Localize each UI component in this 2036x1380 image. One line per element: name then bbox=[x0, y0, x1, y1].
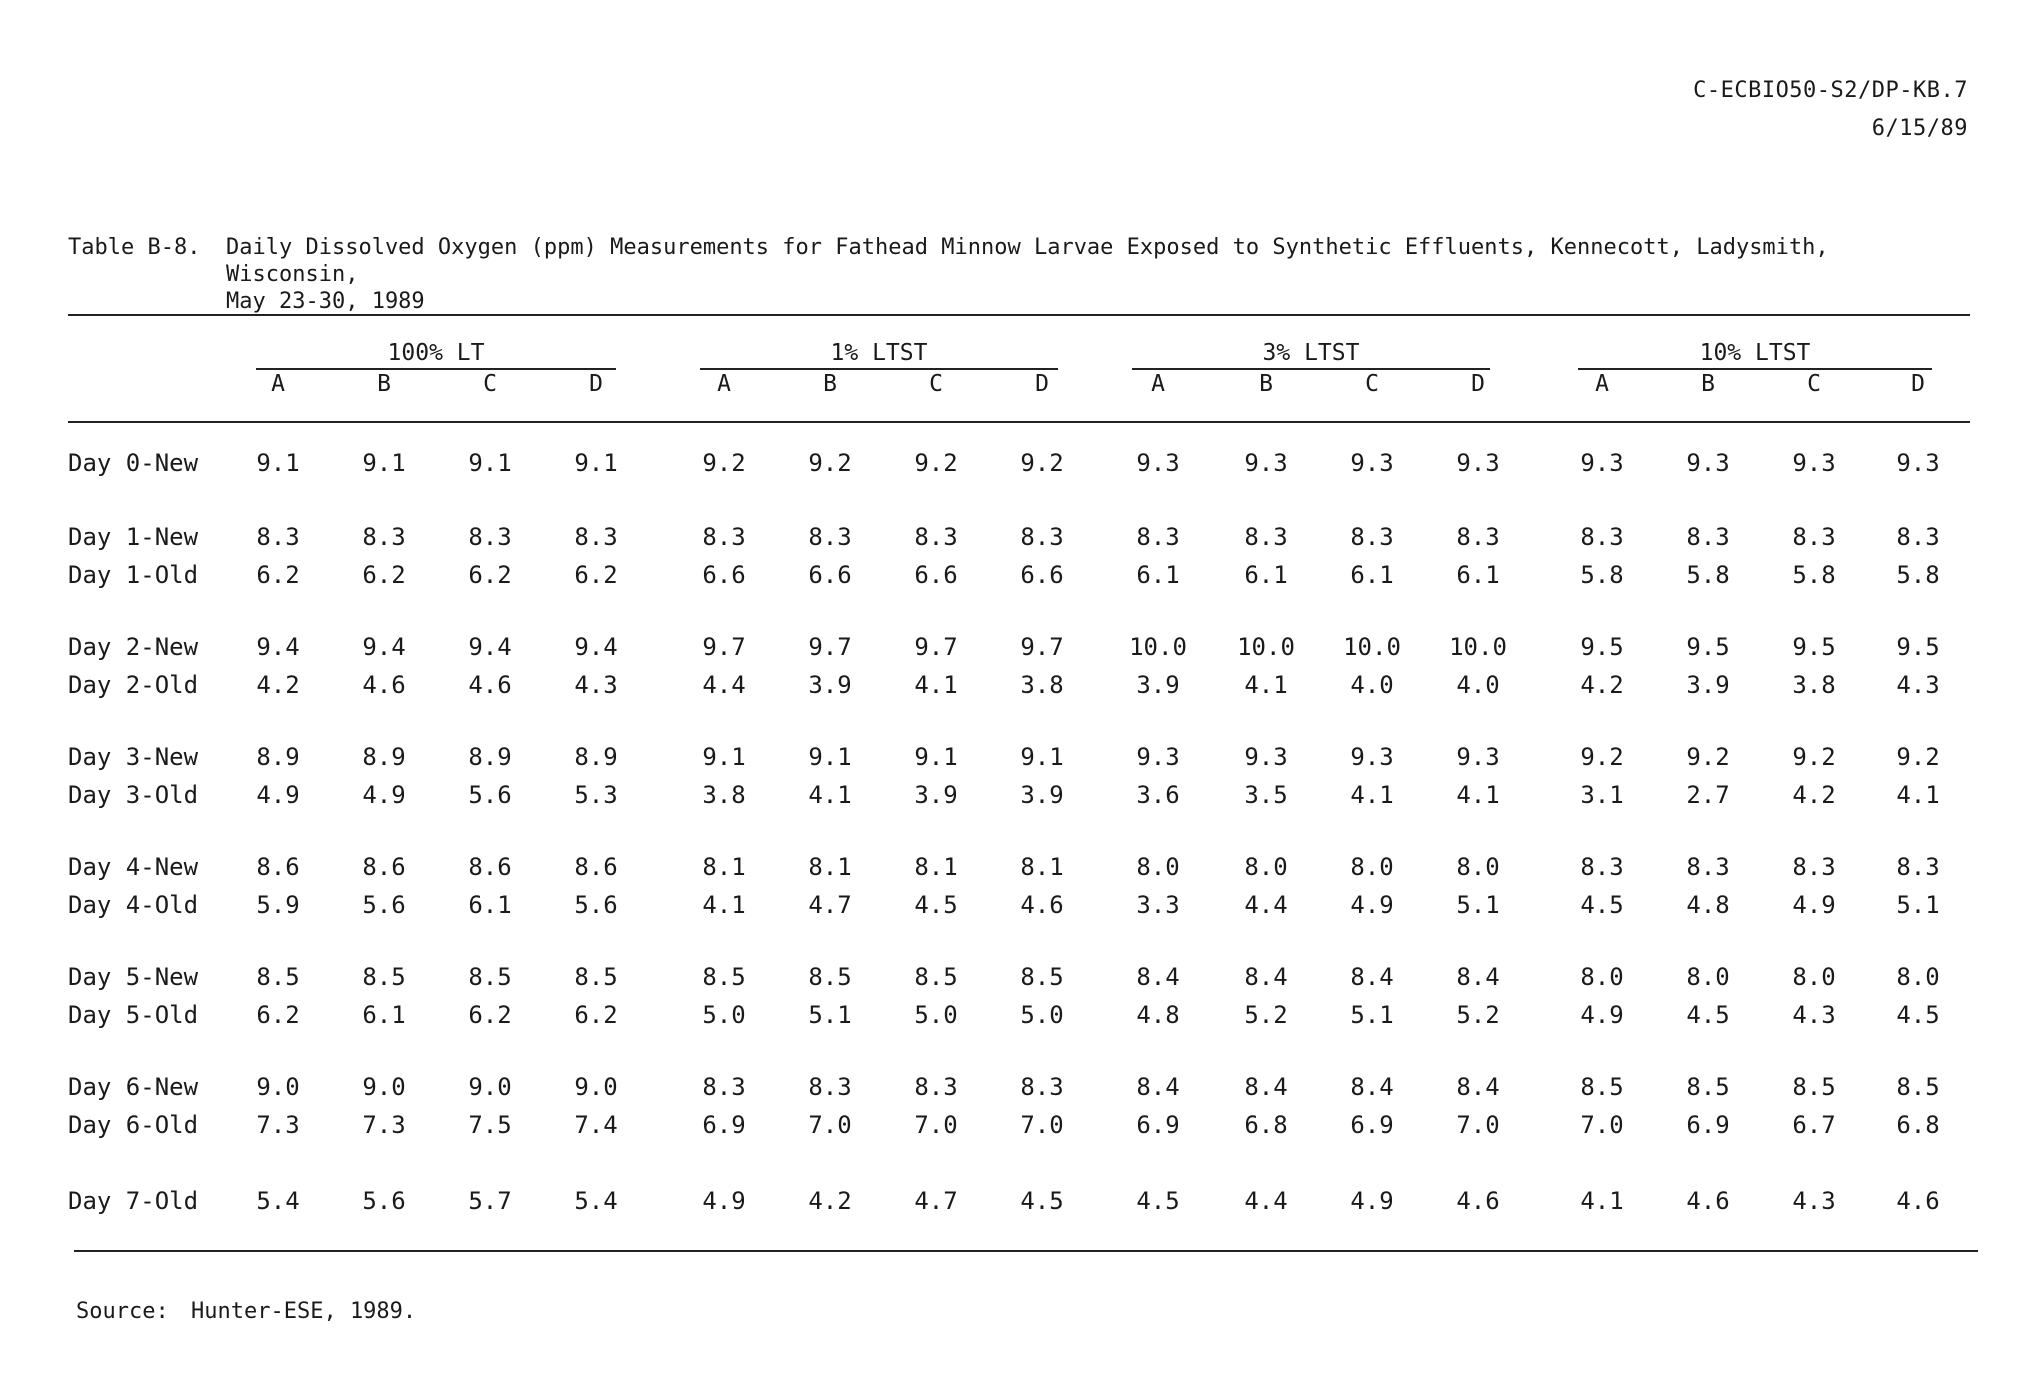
table-cell: 9.1 bbox=[914, 743, 958, 771]
table-cell: 4.4 bbox=[1244, 891, 1288, 919]
table-cell: 9.3 bbox=[1580, 449, 1624, 477]
table-cell: 8.5 bbox=[914, 963, 958, 991]
table-cell: 3.9 bbox=[914, 781, 958, 809]
table-cell: 6.1 bbox=[1456, 561, 1500, 589]
table-cell: 9.4 bbox=[468, 633, 512, 661]
row-label: Day 2-Old bbox=[68, 671, 199, 699]
table-cell: 6.1 bbox=[468, 891, 512, 919]
header-rule bbox=[68, 421, 1970, 423]
table-cell: 9.5 bbox=[1896, 633, 1940, 661]
table-cell: 10.0 bbox=[1343, 633, 1401, 661]
table-cell: 5.2 bbox=[1456, 1001, 1500, 1029]
table-cell: 6.1 bbox=[1244, 561, 1288, 589]
table-cell: 8.0 bbox=[1686, 963, 1730, 991]
table-cell: 3.1 bbox=[1580, 781, 1624, 809]
table-cell: 4.6 bbox=[1020, 891, 1064, 919]
table-cell: 9.2 bbox=[1020, 449, 1064, 477]
table-cell: 4.4 bbox=[1244, 1187, 1288, 1215]
table-cell: 8.9 bbox=[468, 743, 512, 771]
table-cell: 4.1 bbox=[1456, 781, 1500, 809]
table-cell: 4.2 bbox=[256, 671, 300, 699]
table-cell: 3.8 bbox=[702, 781, 746, 809]
source-label: Source: bbox=[76, 1299, 169, 1324]
table-cell: 9.2 bbox=[914, 449, 958, 477]
table-cell: 6.9 bbox=[1350, 1111, 1394, 1139]
table-cell: 8.5 bbox=[1896, 1073, 1940, 1101]
table-number: Table B-8. bbox=[68, 235, 201, 260]
table-cell: 8.4 bbox=[1456, 1073, 1500, 1101]
table-cell: 8.5 bbox=[1020, 963, 1064, 991]
table-cell: 8.5 bbox=[1792, 1073, 1836, 1101]
row-label: Day 1-Old bbox=[68, 561, 199, 589]
table-cell: 4.1 bbox=[1244, 671, 1288, 699]
table-cell: 3.8 bbox=[1792, 671, 1836, 699]
document-date: 6/15/89 bbox=[1871, 116, 1968, 141]
table-cell: 6.2 bbox=[256, 1001, 300, 1029]
table-cell: 8.4 bbox=[1244, 1073, 1288, 1101]
replicate-column-header: C bbox=[1807, 371, 1821, 397]
row-label: Day 6-Old bbox=[68, 1111, 199, 1139]
table-cell: 9.1 bbox=[256, 449, 300, 477]
document-code: C-ECBIO50-S2/DP-KB.7 bbox=[1693, 78, 1968, 103]
table-cell: 8.0 bbox=[1244, 853, 1288, 881]
table-cell: 9.1 bbox=[468, 449, 512, 477]
row-label: Day 5-Old bbox=[68, 1001, 199, 1029]
replicate-column-header: C bbox=[929, 371, 943, 397]
table-cell: 4.5 bbox=[1686, 1001, 1730, 1029]
table-cell: 9.4 bbox=[256, 633, 300, 661]
table-cell: 4.2 bbox=[1792, 781, 1836, 809]
table-cell: 4.0 bbox=[1456, 671, 1500, 699]
table-cell: 9.3 bbox=[1792, 449, 1836, 477]
table-cell: 4.6 bbox=[1456, 1187, 1500, 1215]
table-cell: 9.3 bbox=[1136, 743, 1180, 771]
table-cell: 7.0 bbox=[1580, 1111, 1624, 1139]
table-cell: 8.5 bbox=[702, 963, 746, 991]
table-cell: 9.5 bbox=[1580, 633, 1624, 661]
table-cell: 8.9 bbox=[362, 743, 406, 771]
table-cell: 8.0 bbox=[1792, 963, 1836, 991]
table-cell: 9.2 bbox=[702, 449, 746, 477]
table-cell: 4.5 bbox=[1580, 891, 1624, 919]
table-cell: 4.3 bbox=[1792, 1187, 1836, 1215]
table-cell: 8.6 bbox=[256, 853, 300, 881]
replicate-column-header: B bbox=[823, 371, 837, 397]
table-cell: 4.9 bbox=[256, 781, 300, 809]
bottom-rule bbox=[74, 1250, 1978, 1252]
table-cell: 3.3 bbox=[1136, 891, 1180, 919]
table-cell: 4.9 bbox=[362, 781, 406, 809]
table-cell: 9.3 bbox=[1896, 449, 1940, 477]
table-cell: 7.0 bbox=[1456, 1111, 1500, 1139]
row-label: Day 4-New bbox=[68, 853, 199, 881]
table-cell: 5.8 bbox=[1896, 561, 1940, 589]
table-cell: 4.6 bbox=[362, 671, 406, 699]
table-cell: 3.6 bbox=[1136, 781, 1180, 809]
table-cell: 4.3 bbox=[574, 671, 618, 699]
table-cell: 8.3 bbox=[702, 1073, 746, 1101]
table-cell: 9.1 bbox=[362, 449, 406, 477]
table-cell: 9.3 bbox=[1456, 449, 1500, 477]
table-cell: 9.3 bbox=[1244, 449, 1288, 477]
table-cell: 5.8 bbox=[1686, 561, 1730, 589]
table-cell: 8.3 bbox=[1896, 523, 1940, 551]
table-cell: 8.3 bbox=[574, 523, 618, 551]
table-cell: 4.9 bbox=[1580, 1001, 1624, 1029]
replicate-column-header: A bbox=[271, 371, 285, 397]
table-cell: 5.0 bbox=[914, 1001, 958, 1029]
table-cell: 7.0 bbox=[808, 1111, 852, 1139]
table-cell: 8.3 bbox=[362, 523, 406, 551]
table-cell: 5.1 bbox=[808, 1001, 852, 1029]
source-note bbox=[76, 1298, 416, 1326]
table-cell: 7.5 bbox=[468, 1111, 512, 1139]
table-cell: 7.3 bbox=[362, 1111, 406, 1139]
table-cell: 6.6 bbox=[1020, 561, 1064, 589]
table-cell: 9.2 bbox=[808, 449, 852, 477]
table-cell: 9.0 bbox=[468, 1073, 512, 1101]
table-cell: 5.4 bbox=[256, 1187, 300, 1215]
row-label: Day 6-New bbox=[68, 1073, 199, 1101]
table-cell: 7.3 bbox=[256, 1111, 300, 1139]
table-cell: 8.4 bbox=[1456, 963, 1500, 991]
table-cell: 7.4 bbox=[574, 1111, 618, 1139]
table-cell: 3.9 bbox=[1020, 781, 1064, 809]
table-cell: 4.3 bbox=[1792, 1001, 1836, 1029]
table-cell: 6.8 bbox=[1244, 1111, 1288, 1139]
table-cell: 9.1 bbox=[574, 449, 618, 477]
table-cell: 4.8 bbox=[1136, 1001, 1180, 1029]
source-text: Hunter-ESE, 1989. bbox=[191, 1299, 417, 1324]
table-cell: 8.6 bbox=[362, 853, 406, 881]
table-cell: 5.0 bbox=[1020, 1001, 1064, 1029]
replicate-column-header: D bbox=[1471, 371, 1485, 397]
table-cell: 8.3 bbox=[1020, 523, 1064, 551]
table-cell: 4.7 bbox=[808, 891, 852, 919]
table-cell: 8.0 bbox=[1580, 963, 1624, 991]
table-cell: 8.9 bbox=[256, 743, 300, 771]
table-cell: 8.4 bbox=[1350, 963, 1394, 991]
table-cell: 9.7 bbox=[914, 633, 958, 661]
table-cell: 8.6 bbox=[574, 853, 618, 881]
table-cell: 4.6 bbox=[1686, 1187, 1730, 1215]
table-cell: 6.6 bbox=[702, 561, 746, 589]
table-cell: 5.6 bbox=[362, 891, 406, 919]
table-cell: 9.3 bbox=[1350, 743, 1394, 771]
table-cell: 8.3 bbox=[1792, 853, 1836, 881]
table-cell: 6.6 bbox=[914, 561, 958, 589]
table-cell: 8.6 bbox=[468, 853, 512, 881]
table-cell: 8.3 bbox=[808, 1073, 852, 1101]
table-cell: 5.9 bbox=[256, 891, 300, 919]
replicate-column-header: B bbox=[1701, 371, 1715, 397]
table-cell: 6.2 bbox=[468, 561, 512, 589]
table-cell: 4.5 bbox=[1136, 1187, 1180, 1215]
table-cell: 5.6 bbox=[362, 1187, 406, 1215]
table-cell: 4.1 bbox=[914, 671, 958, 699]
table-cell: 6.2 bbox=[574, 561, 618, 589]
table-cell: 9.4 bbox=[574, 633, 618, 661]
table-cell: 9.3 bbox=[1350, 449, 1394, 477]
table-cell: 4.3 bbox=[1896, 671, 1940, 699]
table-cell: 6.9 bbox=[1686, 1111, 1730, 1139]
table-cell: 4.9 bbox=[1350, 891, 1394, 919]
table-cell: 8.3 bbox=[1244, 523, 1288, 551]
table-cell: 9.1 bbox=[808, 743, 852, 771]
table-cell: 4.1 bbox=[808, 781, 852, 809]
table-cell: 5.1 bbox=[1896, 891, 1940, 919]
table-cell: 9.1 bbox=[702, 743, 746, 771]
table-cell: 4.5 bbox=[1896, 1001, 1940, 1029]
table-cell: 4.6 bbox=[1896, 1187, 1940, 1215]
table-cell: 6.2 bbox=[256, 561, 300, 589]
table-cell: 8.3 bbox=[1020, 1073, 1064, 1101]
table-cell: 9.3 bbox=[1456, 743, 1500, 771]
table-cell: 5.4 bbox=[574, 1187, 618, 1215]
table-cell: 9.3 bbox=[1686, 449, 1730, 477]
table-cell: 9.0 bbox=[362, 1073, 406, 1101]
table-cell: 6.1 bbox=[1350, 561, 1394, 589]
table-cell: 6.6 bbox=[808, 561, 852, 589]
table-cell: 9.5 bbox=[1686, 633, 1730, 661]
table-cell: 6.7 bbox=[1792, 1111, 1836, 1139]
table-cell: 3.5 bbox=[1244, 781, 1288, 809]
table-cell: 10.0 bbox=[1449, 633, 1507, 661]
table-cell: 8.0 bbox=[1350, 853, 1394, 881]
replicate-column-header: D bbox=[589, 371, 603, 397]
table-cell: 5.3 bbox=[574, 781, 618, 809]
table-cell: 4.2 bbox=[1580, 671, 1624, 699]
table-cell: 8.3 bbox=[1456, 523, 1500, 551]
table-cell: 5.8 bbox=[1580, 561, 1624, 589]
table-cell: 8.1 bbox=[702, 853, 746, 881]
table-cell: 8.3 bbox=[1686, 853, 1730, 881]
row-label: Day 0-New bbox=[68, 449, 199, 477]
replicate-column-header: D bbox=[1035, 371, 1049, 397]
table-cell: 8.4 bbox=[1244, 963, 1288, 991]
table-cell: 8.3 bbox=[1686, 523, 1730, 551]
table-cell: 8.0 bbox=[1896, 963, 1940, 991]
table-cell: 8.3 bbox=[702, 523, 746, 551]
column-group-header: 3% LTST bbox=[1262, 340, 1360, 366]
row-label: Day 4-Old bbox=[68, 891, 199, 919]
table-cell: 6.1 bbox=[362, 1001, 406, 1029]
table-cell: 4.7 bbox=[914, 1187, 958, 1215]
replicate-column-header: B bbox=[377, 371, 391, 397]
table-title-line-2: May 23-30, 1989 bbox=[226, 289, 425, 314]
table-cell: 7.0 bbox=[914, 1111, 958, 1139]
table-cell: 8.3 bbox=[1896, 853, 1940, 881]
table-cell: 8.5 bbox=[1580, 1073, 1624, 1101]
table-cell: 7.0 bbox=[1020, 1111, 1064, 1139]
replicate-column-header: A bbox=[717, 371, 731, 397]
table-cell: 8.5 bbox=[256, 963, 300, 991]
table-cell: 4.9 bbox=[702, 1187, 746, 1215]
column-group-header: 1% LTST bbox=[830, 340, 928, 366]
table-cell: 4.1 bbox=[1896, 781, 1940, 809]
row-label: Day 3-Old bbox=[68, 781, 199, 809]
table-cell: 8.3 bbox=[914, 523, 958, 551]
replicate-column-header: C bbox=[1365, 371, 1379, 397]
table-cell: 9.0 bbox=[256, 1073, 300, 1101]
table-cell: 9.4 bbox=[362, 633, 406, 661]
table-cell: 4.4 bbox=[702, 671, 746, 699]
table-cell: 5.6 bbox=[468, 781, 512, 809]
table-title-line-1: Daily Dissolved Oxygen (ppm) Measurements for Fathead Minnow Larvae Exposed to Synthetic Effluents, Kennecott, Ladysmith, Wisconsin, bbox=[226, 235, 1829, 287]
table-cell: 8.1 bbox=[808, 853, 852, 881]
table-cell: 3.9 bbox=[1136, 671, 1180, 699]
table-cell: 3.8 bbox=[1020, 671, 1064, 699]
table-cell: 9.0 bbox=[574, 1073, 618, 1101]
table-cell: 4.1 bbox=[1350, 781, 1394, 809]
replicate-column-header: A bbox=[1151, 371, 1165, 397]
table-cell: 6.1 bbox=[1136, 561, 1180, 589]
table-cell: 4.8 bbox=[1686, 891, 1730, 919]
table-cell: 8.4 bbox=[1350, 1073, 1394, 1101]
table-cell: 5.0 bbox=[702, 1001, 746, 1029]
table-cell: 8.0 bbox=[1136, 853, 1180, 881]
table-cell: 5.1 bbox=[1350, 1001, 1394, 1029]
table-cell: 6.9 bbox=[1136, 1111, 1180, 1139]
table-cell: 9.1 bbox=[1020, 743, 1064, 771]
table-cell: 8.1 bbox=[1020, 853, 1064, 881]
table-cell: 4.5 bbox=[1020, 1187, 1064, 1215]
table-cell: 9.5 bbox=[1792, 633, 1836, 661]
table-cell: 4.9 bbox=[1792, 891, 1836, 919]
table-cell: 8.5 bbox=[1686, 1073, 1730, 1101]
replicate-column-header: B bbox=[1259, 371, 1273, 397]
table-cell: 9.3 bbox=[1136, 449, 1180, 477]
table-cell: 8.4 bbox=[1136, 963, 1180, 991]
table-cell: 9.3 bbox=[1244, 743, 1288, 771]
table-cell: 4.2 bbox=[808, 1187, 852, 1215]
table-cell: 4.1 bbox=[702, 891, 746, 919]
table-cell: 8.3 bbox=[468, 523, 512, 551]
table-cell: 8.4 bbox=[1136, 1073, 1180, 1101]
table-cell: 9.2 bbox=[1580, 743, 1624, 771]
table-cell: 8.3 bbox=[914, 1073, 958, 1101]
table-cell: 10.0 bbox=[1237, 633, 1295, 661]
table-title bbox=[226, 234, 1968, 315]
table-cell: 6.2 bbox=[468, 1001, 512, 1029]
table-cell: 9.7 bbox=[702, 633, 746, 661]
document-id-block bbox=[1693, 72, 1968, 148]
row-label: Day 5-New bbox=[68, 963, 199, 991]
table-cell: 4.1 bbox=[1580, 1187, 1624, 1215]
row-label: Day 1-New bbox=[68, 523, 199, 551]
table-cell: 6.9 bbox=[702, 1111, 746, 1139]
table-cell: 6.2 bbox=[362, 561, 406, 589]
table-cell: 8.0 bbox=[1456, 853, 1500, 881]
table-cell: 9.2 bbox=[1896, 743, 1940, 771]
column-group-header: 100% LT bbox=[387, 340, 485, 366]
table-cell: 8.3 bbox=[1350, 523, 1394, 551]
table-cell: 9.7 bbox=[1020, 633, 1064, 661]
table-cell: 2.7 bbox=[1686, 781, 1730, 809]
row-label: Day 7-Old bbox=[68, 1187, 199, 1215]
table-cell: 9.7 bbox=[808, 633, 852, 661]
table-cell: 8.3 bbox=[1792, 523, 1836, 551]
replicate-column-header: D bbox=[1911, 371, 1925, 397]
table-cell: 8.3 bbox=[1580, 853, 1624, 881]
table-cell: 5.6 bbox=[574, 891, 618, 919]
row-label: Day 2-New bbox=[68, 633, 199, 661]
table-cell: 8.5 bbox=[574, 963, 618, 991]
table-cell: 8.3 bbox=[1580, 523, 1624, 551]
replicate-column-header: C bbox=[483, 371, 497, 397]
table-cell: 3.9 bbox=[808, 671, 852, 699]
table-cell: 4.9 bbox=[1350, 1187, 1394, 1215]
table-cell: 8.3 bbox=[1136, 523, 1180, 551]
table-cell: 8.5 bbox=[362, 963, 406, 991]
table-cell: 8.3 bbox=[808, 523, 852, 551]
table-cell: 8.1 bbox=[914, 853, 958, 881]
table-cell: 8.5 bbox=[808, 963, 852, 991]
table-cell: 5.8 bbox=[1792, 561, 1836, 589]
table-cell: 5.1 bbox=[1456, 891, 1500, 919]
table-cell: 6.8 bbox=[1896, 1111, 1940, 1139]
table-caption bbox=[68, 234, 1968, 315]
table-cell: 8.3 bbox=[256, 523, 300, 551]
table-cell: 9.2 bbox=[1686, 743, 1730, 771]
table-cell: 5.7 bbox=[468, 1187, 512, 1215]
table-cell: 8.9 bbox=[574, 743, 618, 771]
table-cell: 8.5 bbox=[468, 963, 512, 991]
replicate-column-header: A bbox=[1595, 371, 1609, 397]
table-cell: 5.2 bbox=[1244, 1001, 1288, 1029]
column-group-header: 10% LTST bbox=[1699, 340, 1811, 366]
table-cell: 4.5 bbox=[914, 891, 958, 919]
table-cell: 10.0 bbox=[1129, 633, 1187, 661]
table-cell: 9.2 bbox=[1792, 743, 1836, 771]
table-cell: 4.6 bbox=[468, 671, 512, 699]
top-rule bbox=[68, 314, 1970, 316]
table-cell: 4.0 bbox=[1350, 671, 1394, 699]
table-cell: 6.2 bbox=[574, 1001, 618, 1029]
row-label: Day 3-New bbox=[68, 743, 199, 771]
table-cell: 3.9 bbox=[1686, 671, 1730, 699]
